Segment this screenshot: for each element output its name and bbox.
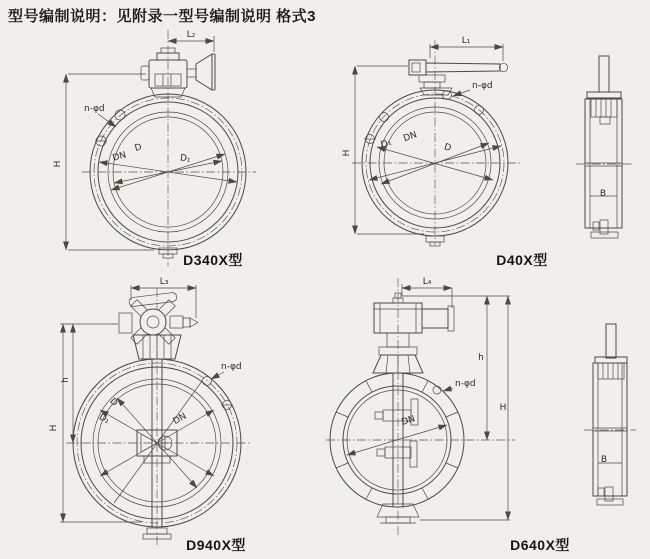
bolt-hole-callout (453, 81, 493, 96)
stem (606, 324, 616, 358)
dim-label-d1: D₁ (96, 412, 112, 427)
body (585, 99, 622, 228)
holes-label: n-φd (472, 81, 493, 91)
dimension-H (53, 74, 154, 250)
dim-label-d: D (133, 142, 144, 154)
caption-d40x: D40X型 (496, 252, 548, 268)
dim-label-dn: DN (400, 414, 417, 428)
bolt-holes (203, 377, 234, 410)
page-title: 型号编制说明：见附录一型号编制说明 格式3 (8, 8, 317, 25)
hand-lever (409, 60, 508, 95)
dim-label-dn: DN (111, 150, 128, 164)
dim-label-h640-inner: h (478, 353, 484, 363)
diameter-dimensions (97, 397, 214, 488)
stem (599, 56, 609, 92)
foot-plate (591, 232, 618, 238)
dim-label-d1: D₁ (379, 137, 393, 151)
dim-label-l2: L₂ (186, 30, 196, 40)
caption-d340x: D340X型 (183, 252, 243, 268)
bolt-hole-callout (433, 379, 476, 394)
handwheel-edge-view (187, 54, 215, 90)
dim-label-l3: L₃ (159, 277, 169, 287)
splined-neck (591, 98, 617, 124)
worm-gear-actuator (119, 292, 198, 359)
valve-drawing-d940x (49, 277, 252, 553)
dimension-H-h (49, 324, 142, 522)
input-shaft (170, 316, 183, 328)
caption-d940x: D940X型 (186, 537, 246, 553)
valve-drawing-d40x (342, 36, 548, 268)
holes-label: n-φd (455, 379, 476, 389)
diameter-dimensions (347, 414, 447, 455)
dim-label-dn: DN (402, 130, 419, 145)
dim-label-d: D (107, 396, 120, 409)
dimension-H-h (420, 296, 510, 520)
foot-plate (597, 499, 623, 505)
valve-side-view-bottom (584, 324, 636, 505)
dim-label-l4: L₄ (422, 277, 432, 287)
dimension-L3 (131, 277, 196, 318)
dimension-L1 (430, 36, 503, 61)
caption-d640x: D640X型 (510, 537, 570, 553)
dim-label-h40: H (342, 149, 352, 157)
valve-drawing-d640x (326, 277, 570, 553)
side-view-label: B (600, 455, 608, 465)
valve-side-view-top (576, 56, 632, 238)
dim-label-dn: DN (171, 411, 189, 428)
bolt-holes (364, 91, 484, 144)
bolt-hole-callout (84, 104, 116, 127)
valve-drawing-d340x (53, 30, 256, 268)
dim-label-h940-inner: h (61, 377, 71, 383)
bolt-hole-callout (211, 362, 242, 379)
dim-label-h940-outer: H (49, 424, 59, 432)
dim-label-d1: D₁ (179, 153, 192, 165)
side-view-label: B (599, 189, 607, 199)
worm-gearbox (141, 48, 187, 97)
dim-label-h640-outer: H (499, 403, 507, 413)
dim-label-d: D (442, 142, 453, 154)
holes-label: n-φd (221, 362, 242, 372)
dim-label-l1: L₁ (461, 36, 471, 46)
holes-label: n-φd (84, 104, 105, 114)
dim-label-h340: H (53, 160, 63, 168)
motor-cylinder (422, 309, 448, 328)
splined-neck (598, 363, 624, 379)
electric-actuator (373, 293, 454, 373)
